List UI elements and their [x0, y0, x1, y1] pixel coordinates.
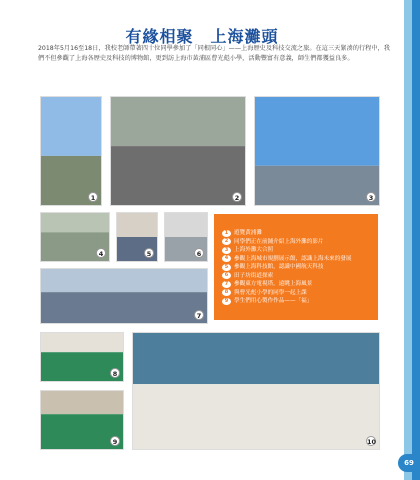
photo-3 — [254, 96, 380, 206]
itinerary-text: 參觀上海城市規劃展示館，認識上海未來的發展 — [234, 255, 352, 262]
photo-badge-9: 9 — [110, 436, 120, 446]
photo-3-ground — [255, 166, 379, 205]
itinerary-number: 2 — [222, 238, 231, 245]
itinerary-item — [222, 246, 370, 255]
itinerary-item — [222, 229, 370, 238]
photo-1-art — [41, 97, 101, 205]
photo-badge-5: 5 — [144, 248, 154, 258]
photo-2 — [110, 96, 246, 206]
photo-5 — [116, 212, 158, 262]
itinerary-item — [222, 272, 370, 281]
itinerary-number: 1 — [222, 230, 231, 237]
photo-10-ground — [133, 384, 379, 449]
intro-paragraph: 2018年5月16至18日，我校老師帶著四十位同學參加了「同根同心」——上海歷史及科技交流之旅。在這三天緊湊的行程中，我們不但參觀了上海各歷史及科技的博物館，更到訪上海市黃浦區曹光彪小學，活動豐富有意義，師生們都獲益良多。 — [38, 45, 390, 62]
photo-badge-4: 4 — [96, 248, 106, 258]
side-decoration-bar — [404, 0, 420, 480]
photo-6-sky — [165, 213, 207, 237]
itinerary-item — [222, 263, 370, 272]
itinerary-text: 參觀東方電視塔，遠眺上海風景 — [234, 281, 313, 287]
photo-badge-3: 3 — [366, 192, 376, 202]
photo-6 — [164, 212, 208, 262]
itinerary-number: 5 — [222, 264, 231, 271]
photo-4 — [40, 212, 110, 262]
photo-badge-1: 1 — [88, 192, 98, 202]
photo-10-art — [133, 333, 379, 449]
photo-badge-10: 10 — [367, 438, 377, 446]
photo-badge-6: 6 — [194, 248, 204, 258]
photo-3-art — [255, 97, 379, 205]
itinerary-number: 3 — [222, 247, 231, 254]
itinerary-text: 田子坊街道探索 — [234, 272, 274, 279]
itinerary-item — [222, 297, 370, 306]
photo-7-art — [41, 269, 207, 323]
photo-4-sky — [41, 213, 109, 232]
photo-9 — [40, 390, 124, 450]
photo-8 — [40, 332, 124, 382]
photo-1-sky — [41, 97, 101, 156]
side-decoration-stripe — [412, 0, 420, 480]
photo-7 — [40, 268, 208, 324]
itinerary-text: 上海外灘大合照 — [234, 247, 274, 253]
photo-badge-8: 8 — [110, 368, 120, 378]
photo-1 — [40, 96, 102, 206]
itinerary-text: 學生們用心製作作品——「福」 — [234, 298, 313, 304]
photo-badge-7: 7 — [194, 310, 204, 320]
photo-2-ground — [111, 146, 245, 205]
photo-2-art — [111, 97, 245, 205]
photo-9-sky — [41, 391, 123, 414]
photo-5-sky — [117, 213, 157, 237]
photo-10-sky — [133, 333, 379, 384]
photo-10 — [132, 332, 380, 450]
itinerary-number: 4 — [222, 255, 231, 262]
page-title: 有緣相聚 上海灘頭 — [125, 27, 279, 46]
itinerary-text: 同學們正在前鋪介紹上海外灘的影片 — [234, 238, 324, 245]
itinerary-text: 遊覽黃浦灘 — [234, 230, 262, 236]
itinerary-item — [222, 255, 370, 264]
itinerary-item — [222, 238, 370, 247]
photo-7-ground — [41, 292, 207, 323]
itinerary-text: 參觀上海科技館，認識中國航天科技 — [234, 264, 324, 270]
itinerary-item — [222, 289, 370, 298]
itinerary-list — [222, 229, 370, 306]
photo-3-sky — [255, 97, 379, 166]
photo-8-sky — [41, 333, 123, 352]
itinerary-text: 與曹光彪小學的同學一起上課 — [234, 289, 307, 296]
photo-badge-2: 2 — [232, 192, 242, 202]
itinerary-number: 8 — [222, 289, 231, 296]
page-number-tab: 69 — [398, 454, 420, 472]
photo-2-sky — [111, 97, 245, 146]
itinerary-item — [222, 280, 370, 289]
itinerary-number: 9 — [222, 298, 231, 305]
itinerary-number: 6 — [222, 272, 231, 279]
itinerary-number: 7 — [222, 281, 231, 288]
itinerary-box — [214, 214, 378, 320]
photo-7-sky — [41, 269, 207, 292]
